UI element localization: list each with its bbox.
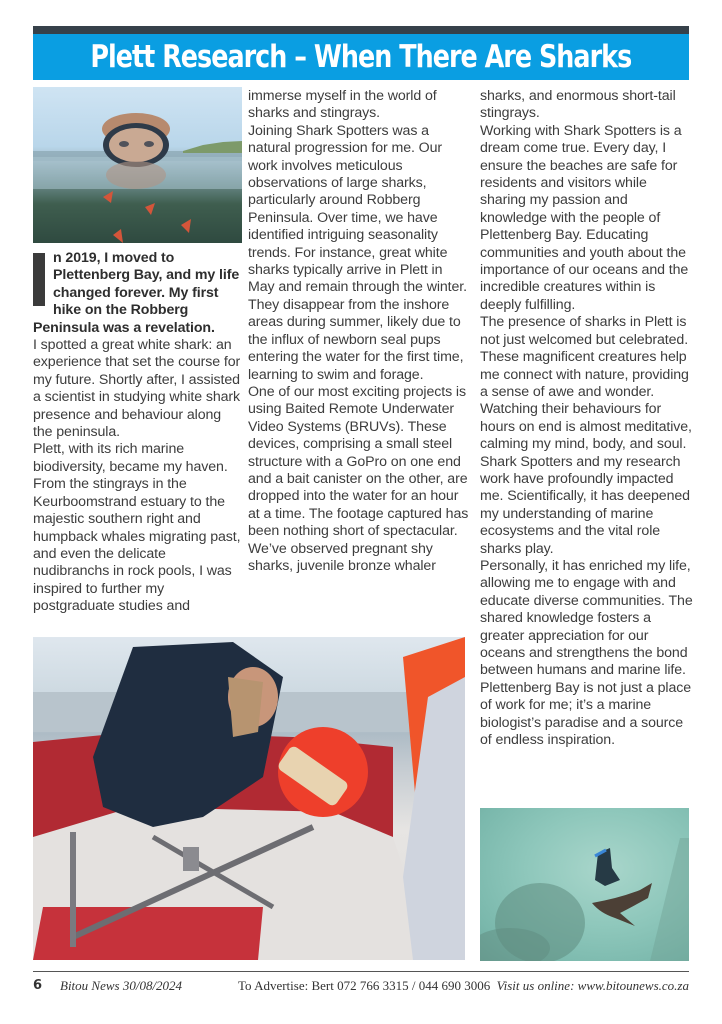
issue-date: Bitou News 30/08/2024 — [60, 978, 183, 993]
page-number: 6 — [33, 978, 43, 993]
boat-photo — [33, 637, 465, 960]
boat-illustration — [33, 637, 465, 960]
paragraph: immerse myself in the world of sharks and stingrays. — [248, 88, 437, 122]
paragraph: Shark Spotters and my research work have profoundly impacted me. Scientifically, it has deepened my understanding of marine ecosystems and the vital role sharks play. — [480, 453, 690, 557]
snorkeler-photo — [33, 87, 242, 243]
paragraph: One of our most exciting projects is using Baited Remote Underwater Video Systems (BRUVs). These devices, comprising a small steel structure with a GoPro on one end and a bait canister on the other, are dropped into the water for an hour at a time. The footage captured has been nothing short of spectacular. We’ve observed pregnant shy sharks, juvenile bronze whaler — [248, 383, 469, 574]
paragraph: Plettenberg Bay is not just a place of work for me; it’s a marine biologist’s paradise and a source of endless inspiration. — [480, 679, 692, 749]
article-column-1 — [33, 250, 243, 616]
paragraph: I spotted a great white shark: an experience that set the course for my future. Shortly after, I assisted a scientist in studying white shark presence and behaviour along the peninsula. — [33, 337, 241, 441]
footer-divider — [33, 971, 689, 972]
advertise-contact: To Advertise: Bert 072 766 3315 / 044 690 3006 — [238, 978, 491, 993]
lead-text: n 2019, I moved to Plettenberg Bay, and my life changed forever. My first hike on the Robberg Peninsula was a revelation. — [33, 250, 240, 336]
website-link[interactable]: Visit us online: www.bitounews.co.za — [496, 978, 689, 993]
paragraph: Joining Shark Spotters was a natural progression for me. Our work involves meticulous observations of large sharks, particularly around Robberg Peninsula. Over time, we have identified intriguing seasonality trends. For instance, great white sharks typically arrive in Plett in May and remain through the winter. They disappear from the inshore areas during summer, likely due to the influx of newborn seal pups entering the water for the first time, learning to swim and forage. — [248, 122, 467, 383]
lead-paragraph — [33, 250, 243, 337]
paragraph: Working with Shark Spotters is a dream come true. Every day, I ensure the beaches are safe for residents and visitors while sharing my passion and knowledge with the people of Plettenberg Bay. Educating communities and youth about the importance of our oceans and the incredible creatures within is deeply fulfilling. — [480, 122, 689, 313]
header-bar — [33, 26, 689, 34]
drop-cap — [33, 253, 45, 306]
article-title: Plett Research – When There Are Sharks — [90, 39, 632, 75]
paragraph: Personally, it has enriched my life, allowing me to engage with and educate diverse communities. The shared knowledge fosters a greater appreciation for our oceans and strengthens the bond between humans and marine life. — [480, 557, 693, 679]
underwater-photo — [480, 808, 689, 961]
paragraph: Plett, with its rich marine biodiversity, became my haven. From the stingrays in the Keurboomstrand estuary to the majestic southern right and humpback whales migrating past, and even the delicate nudibranchs in rock pools, I was inspired to further my postgraduate studies and — [33, 441, 241, 615]
article-column-3 — [480, 88, 695, 749]
title-banner — [33, 34, 689, 80]
article-column-2 — [248, 88, 470, 575]
underwater-illustration — [480, 808, 689, 961]
snorkeler-illustration — [33, 87, 242, 243]
paragraph: sharks, and enormous short-tail stingrays. — [480, 88, 676, 122]
paragraph: The presence of sharks in Plett is not just welcomed but celebrated. These magnificent creatures help me connect with nature, providing a sense of awe and wonder. Watching their behaviours for hours on end is almost meditative, calming my mind, body, and soul. — [480, 314, 692, 453]
